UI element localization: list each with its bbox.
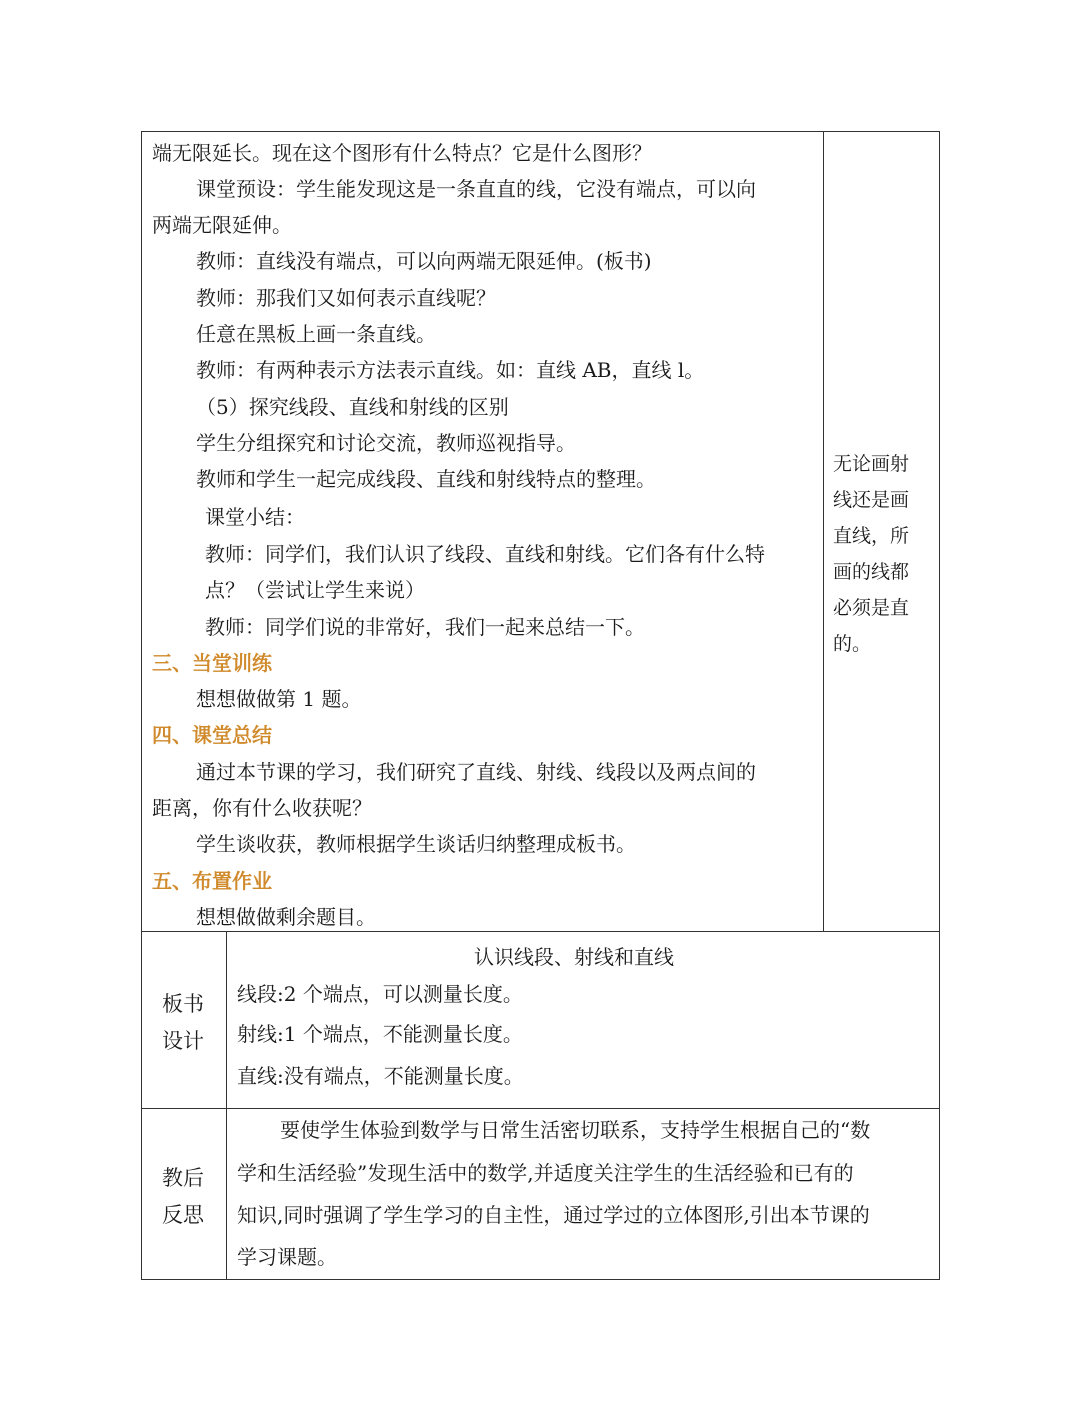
board-line: 射线:1 个端点，不能测量长度。: [237, 1022, 523, 1046]
board-design-label-line: 设计: [162, 1029, 204, 1053]
reflection-line: 知识,同时强调了学生学习的自主性，通过学过的立体图形,引出本节课的: [237, 1203, 870, 1227]
side-note-line: 必须是直: [833, 597, 910, 619]
reflection-label-line: 教后: [162, 1166, 204, 1190]
side-note: [833, 446, 929, 662]
reflection-line: 学习课题。: [237, 1245, 337, 1269]
text-line: （5）探究线段、直线和射线的区别: [196, 395, 509, 419]
text-line: 教师和学生一起完成线段、直线和射线特点的整理。: [196, 467, 656, 491]
side-column-divider: [823, 132, 824, 931]
side-note-line: 线还是画: [833, 489, 910, 511]
text-line: 学生分组探究和讨论交流，教师巡视指导。: [196, 431, 576, 455]
text-line: 教师：那我们又如何表示直线呢？: [196, 286, 496, 310]
text-line: 课堂预设：学生能发现这是一条直直的线，它没有端点，可以向: [196, 177, 756, 201]
row-divider-reflection: [142, 1108, 939, 1109]
board-design-label-line: 板书: [162, 992, 204, 1016]
text-line: 想想做做第 1 题。: [196, 687, 362, 711]
section-heading-practice: 三、当堂训练: [152, 651, 272, 675]
board-line: 线段:2 个端点，可以测量长度。: [237, 982, 523, 1006]
side-note-line: 无论画射: [833, 453, 910, 475]
board-title: 认识线段、射线和直线: [474, 945, 674, 969]
reflection-line: 要使学生体验到数学与日常生活密切联系，支持学生根据自己的“数: [280, 1118, 871, 1142]
board-line: 直线:没有端点，不能测量长度。: [237, 1064, 524, 1088]
side-note-line: 画的线都: [833, 561, 910, 583]
text-line: 课堂小结：: [205, 505, 305, 529]
row-divider-board: [142, 931, 939, 932]
reflection-label-line: 反思: [162, 1203, 204, 1227]
text-line: 任意在黑板上画一条直线。: [196, 322, 436, 346]
side-note-line: 直线，所: [833, 525, 910, 547]
board-design-label: [141, 986, 225, 1060]
section-heading-homework: 五、布置作业: [152, 869, 272, 893]
text-line: 想想做做剩余题目。: [196, 905, 376, 929]
text-line: 两端无限延伸。: [152, 213, 292, 237]
text-line: 教师：同学们说的非常好，我们一起来总结一下。: [205, 615, 645, 639]
text-line: 教师：有两种表示方法表示直线。如：直线 AB，直线 l。: [196, 358, 705, 382]
reflection-line: 学和生活经验”发现生活中的数学,并适度关注学生的生活经验和已有的: [237, 1161, 854, 1185]
text-line: 点？（尝试让学生来说）: [205, 578, 425, 602]
text-line: 距离，你有什么收获呢？: [152, 796, 372, 820]
reflection-label: [141, 1160, 225, 1234]
label-column-divider: [226, 931, 227, 1280]
text-line: 通过本节课的学习，我们研究了直线、射线、线段以及两点间的: [196, 760, 756, 784]
text-line: 学生谈收获，教师根据学生谈话归纳整理成板书。: [196, 832, 636, 856]
text-line: 教师：直线没有端点，可以向两端无限延伸。(板书): [196, 249, 652, 273]
text-line: 教师：同学们，我们认识了线段、直线和射线。它们各有什么特: [205, 542, 765, 566]
section-heading-summary: 四、课堂总结: [152, 723, 272, 747]
text-line: 端无限延长。现在这个图形有什么特点？它是什么图形？: [152, 141, 652, 165]
side-note-line: 的。: [833, 633, 872, 655]
